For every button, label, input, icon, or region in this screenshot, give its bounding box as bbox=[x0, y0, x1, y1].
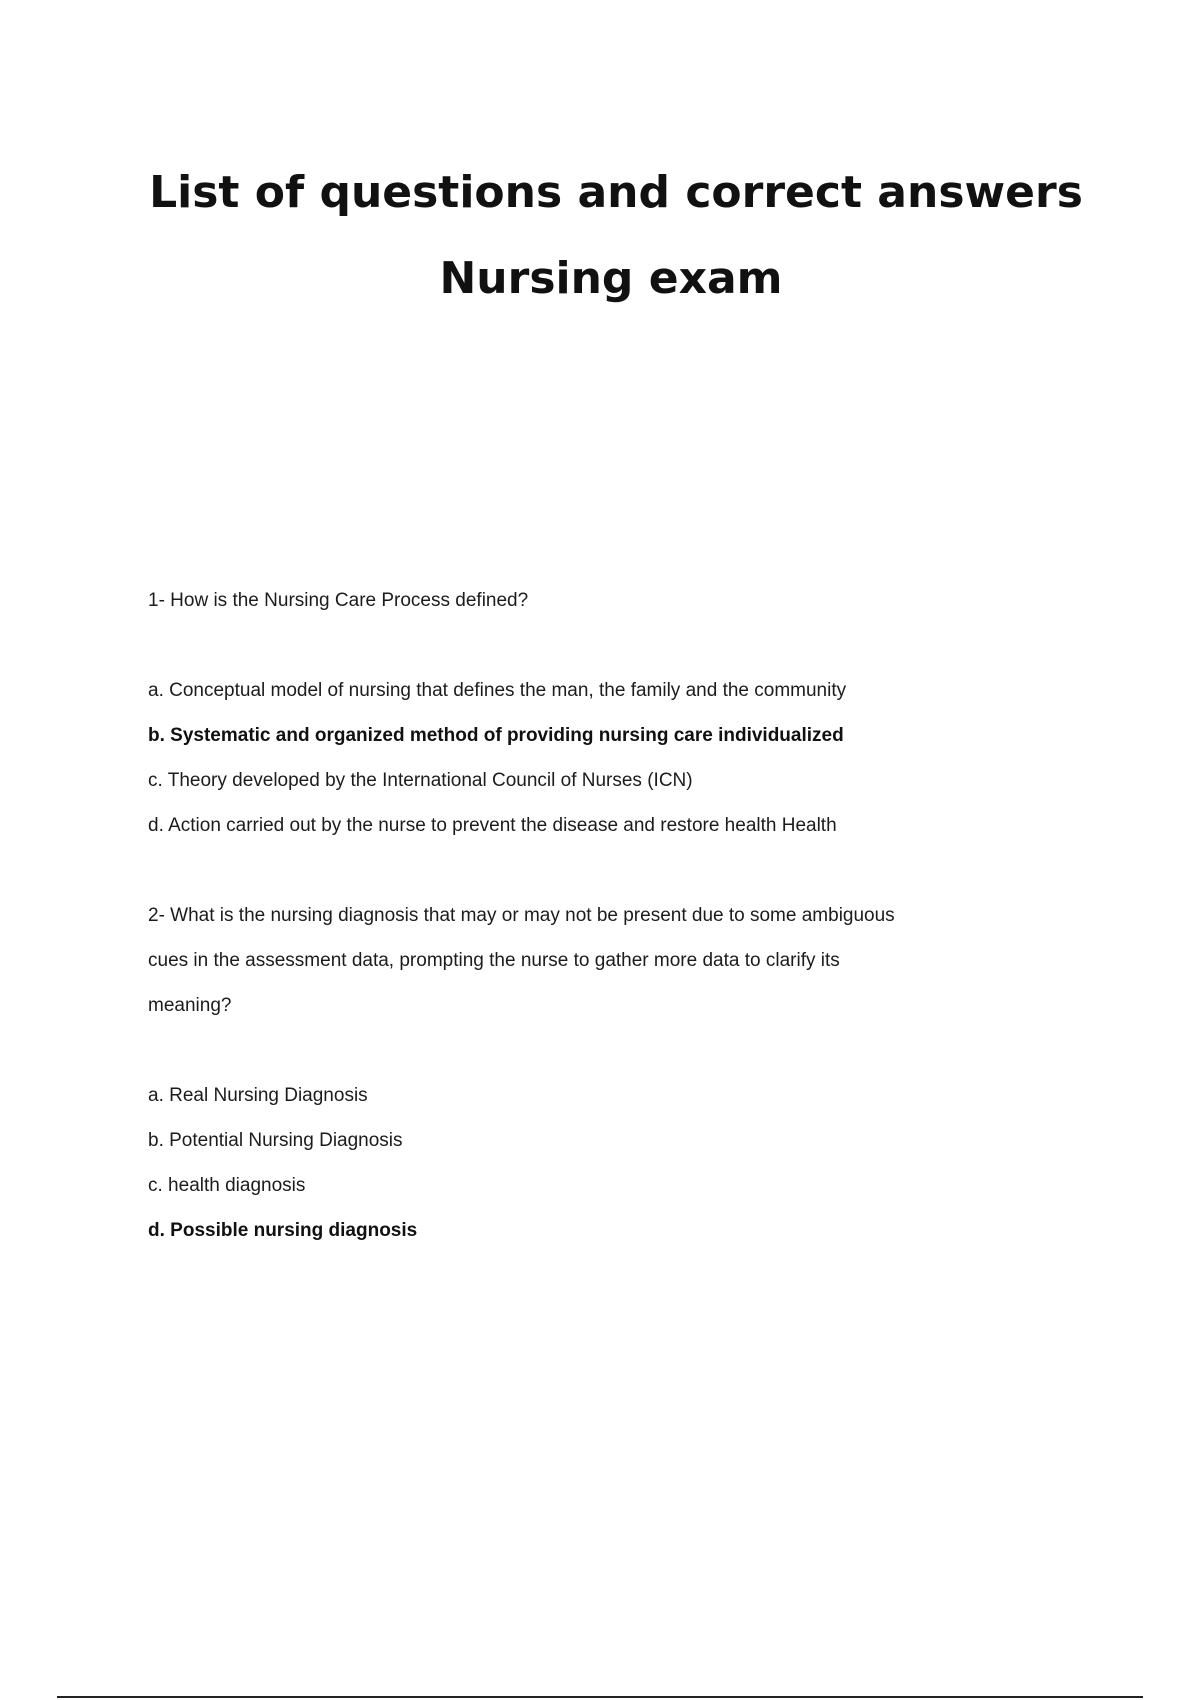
document-subtitle: Nursing exam bbox=[439, 253, 783, 304]
question-block-1 bbox=[148, 578, 908, 848]
correct-answer-option: d. Possible nursing diagnosis bbox=[148, 1220, 418, 1241]
question-text: 1- How is the Nursing Care Process defined? bbox=[148, 590, 529, 611]
answer-options bbox=[148, 668, 908, 848]
spacer bbox=[148, 848, 908, 893]
answer-option: a. Real Nursing Diagnosis bbox=[148, 1085, 368, 1106]
footer-divider bbox=[57, 1696, 1143, 1698]
answer-option: a. Conceptual model of nursing that defines the man, the family and the community bbox=[148, 680, 847, 701]
answer-option: d. Action carried out by the nurse to prevent the disease and restore health Health bbox=[148, 815, 837, 836]
answer-option: c. health diagnosis bbox=[148, 1175, 306, 1196]
spacer bbox=[148, 623, 908, 668]
question-text: 2- What is the nursing diagnosis that may or may not be present due to some ambiguous cues in the assessment data, prompting the nurse to gather more data to clarify its meaning? bbox=[148, 905, 895, 1016]
answer-option: b. Potential Nursing Diagnosis bbox=[148, 1130, 403, 1151]
spacer bbox=[148, 1028, 908, 1073]
question-list bbox=[148, 578, 908, 1253]
title-block bbox=[0, 150, 1200, 322]
question-block-2 bbox=[148, 893, 908, 1253]
answer-option: c. Theory developed by the International Council of Nurses (ICN) bbox=[148, 770, 693, 791]
answer-options bbox=[148, 1073, 908, 1253]
document-title: List of questions and correct answers bbox=[149, 167, 1083, 218]
correct-answer-option: b. Systematic and organized method of providing nursing care individualized bbox=[148, 725, 844, 746]
